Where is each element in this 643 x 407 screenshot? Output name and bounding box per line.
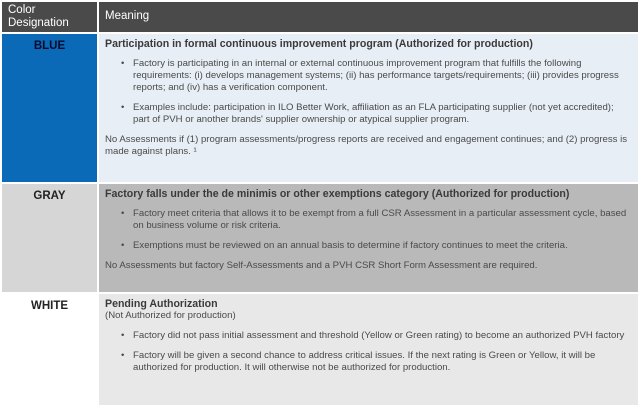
header-color-designation (2, 2, 97, 32)
bullet-list-gray (105, 208, 630, 252)
color-designation-table (2, 2, 638, 405)
color-label-blue: BLUE (33, 40, 66, 52)
meaning-note-blue: No Assessments if (1) program assessments/progress reports are received and engagement continues; and (2) progress is made against plans. ¹ (105, 134, 628, 157)
meaning-cell-white (99, 294, 638, 405)
meaning-note-gray: No Assessments but factory Self-Assessments and a PVH CSR Short Form Assessment are required. (105, 260, 538, 271)
meaning-cell-gray (99, 184, 638, 292)
meaning-title-white: Pending Authorization (105, 298, 218, 310)
color-cell-white (2, 294, 97, 405)
color-cell-gray (2, 184, 97, 292)
list-item: • Exemptions must be reviewed on an annual basis to determine if factory continues to meet the criteria. (133, 240, 630, 252)
header-meaning (99, 2, 638, 32)
meaning-subtitle-white: (Not Authorized for production) (105, 310, 236, 321)
color-label-white: WHITE (30, 300, 69, 312)
bullet-list-white (105, 330, 630, 374)
meaning-cell-blue (99, 34, 638, 182)
list-item: • Factory is participating in an internal or external continuous improvement program that fulfills the following requirements: (i) develops management systems; (ii) has performance targets/requirements; (iii) provides progress reports; and (iv) has a verification component. (133, 58, 630, 94)
header-meaning-label: Meaning (105, 10, 150, 22)
list-item: • Factory did not pass initial assessment and threshold (Yellow or Green rating) to become an authorized PVH factory (133, 330, 630, 342)
list-item: • Factory meet criteria that allows it to be exempt from a full CSR Assessment in a particular assessment cycle, based on business volume or risk criteria. (133, 208, 630, 232)
header-color-designation-label: Color Designation (8, 4, 69, 29)
color-label-gray: GRAY (33, 190, 66, 202)
meaning-title-blue: Participation in formal continuous improvement program (Authorized for production) (105, 38, 533, 50)
list-item: • Factory will be given a second chance to address critical issues. If the next rating is Green or Yellow, it will be authorized for production. It will otherwise not be authorized for production. (133, 350, 630, 374)
list-item: • Examples include: participation in ILO Better Work, affiliation as an FLA participating supplier (not yet accredited); part of PVH or another brands' supplier ownership or atypical supplier program. (133, 102, 630, 126)
color-cell-blue (2, 34, 97, 182)
meaning-title-gray: Factory falls under the de minimis or other exemptions category (Authorized for production) (105, 188, 570, 200)
bullet-list-blue (105, 58, 630, 126)
